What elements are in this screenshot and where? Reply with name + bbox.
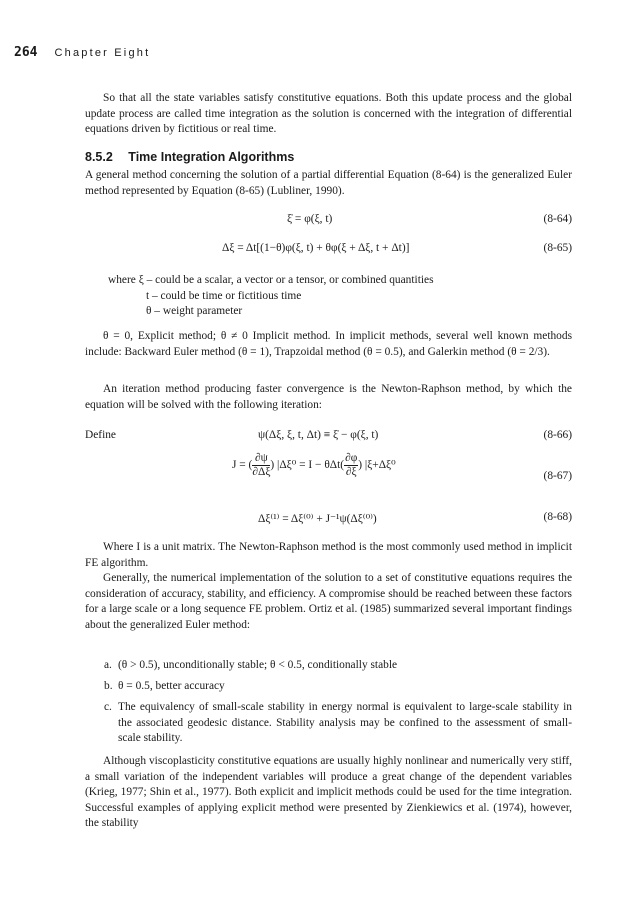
paragraph-final: Although viscoplasticity constitutive equations are usually highly nonlinear and numerically very stiff, a small variation of the independent variables will produce a great change of the dependent variables (Krieg, 1977; Shin et al., 1977). Both explicit and implicit methods could be used for the time integration. Successful examples of applying explicit method were presented by Zienkiewics et al. (1974), however, the stability — [85, 755, 572, 830]
paragraph-theta: θ = 0, Explicit method; θ ≠ 0 Implicit method. In implicit methods, several well known methods include: Backward Euler method (θ = 1), Trapzoidal method (θ = 0.5), and Galerkin method (θ = 2/3). — [85, 330, 572, 358]
list-text-b: θ = 0.5, better accuracy — [118, 680, 225, 692]
eq67-den1: ∂Δξ — [252, 466, 271, 478]
running-header — [14, 45, 150, 60]
where-line-3: θ – weight parameter — [146, 305, 243, 317]
equation-number-8-68: (8-68) — [543, 511, 572, 523]
equation-8-64: ξ̇ = φ(ξ, t) — [287, 213, 333, 225]
eq67-tail: ) |ξ+Δξ⁰ — [358, 459, 396, 472]
section-heading — [85, 150, 294, 164]
where-line-2: t – could be time or fictitious time — [146, 290, 302, 302]
eq67-mid: ) |Δξ⁰ = I − θΔt( — [270, 459, 345, 472]
eq67-lhs: J = ( — [232, 459, 253, 472]
equation-8-67 — [232, 452, 396, 479]
equation-number-8-67: (8-67) — [543, 470, 572, 482]
list-item-c — [104, 700, 572, 747]
equation-number-8-66: (8-66) — [543, 429, 572, 441]
chapter-title: Chapter Eight — [54, 47, 151, 59]
equation-8-66: ψ(Δξ, ξ, t, Δt) ≡ ξ̇ − φ(ξ, t) — [258, 429, 379, 441]
paragraph-generally: Generally, the numerical implementation of the solution to a set of constitutive equations requires the consideration of accuracy, stability, and efficiency. A compromise should be reached between these factors for a large scale or a long sequence FE problem. Ortiz et al. (1985) summarized several important findings about the generalized Euler method: — [85, 572, 572, 631]
where-desc-1: ξ – could be a scalar, a vector or a tensor, or combined quantities — [138, 274, 434, 286]
paragraph-where-I: Where I is a unit matrix. The Newton-Raphson method is the most commonly used method in implicit FE algorithm. — [85, 541, 572, 569]
equation-8-65: Δξ = Δt[(1−θ)φ(ξ, t) + θφ(ξ + Δξ, t + Δt)] — [222, 242, 410, 254]
equation-number-8-64: (8-64) — [543, 213, 572, 225]
paragraph-iteration: An iteration method producing faster convergence is the Newton-Raphson method, by which the equation will be solved with the following iteration: — [85, 383, 572, 411]
define-label: Define — [85, 429, 116, 441]
list-label-c: c. — [104, 701, 112, 713]
section-number: 8.5.2 — [85, 150, 113, 164]
eq67-den2: ∂ξ — [345, 466, 357, 478]
list-item-a — [104, 658, 572, 674]
eq67-fraction-2 — [344, 452, 358, 479]
list-label-b: b. — [104, 680, 113, 692]
list-label-a: a. — [104, 659, 112, 671]
eq67-num2: ∂φ — [345, 452, 358, 464]
section-title: Time Integration Algorithms — [128, 150, 295, 164]
where-line-1-row — [108, 274, 434, 286]
list-item-b — [104, 679, 572, 695]
page-number: 264 — [14, 45, 38, 60]
list-text-c: The equivalency of small-scale stability in energy normal is equivalent to large-scale stability in the associated geodesic distance. Stability analysis may be confined to the assessment of small-scale stability. — [118, 701, 572, 745]
equation-8-68: Δξ⁽¹⁾ = Δξ⁽⁰⁾ + J⁻¹ψ(Δξ⁽⁰⁾) — [258, 513, 377, 525]
eq67-num1: ∂ψ — [252, 452, 270, 466]
equation-number-8-65: (8-65) — [543, 242, 572, 254]
paragraph-intro: So that all the state variables satisfy constitutive equations. Both this update process and the global update process are called time integration as the solution is concerned with the integration of differential equations driven by fictitious or real time. — [85, 92, 572, 136]
list-text-a: (θ > 0.5), unconditionally stable; θ < 0.5, conditionally stable — [118, 659, 398, 671]
where-lead: where — [108, 274, 136, 286]
eq67-fraction-1 — [252, 452, 270, 479]
paragraph-general: A general method concerning the solution of a partial differential Equation (8-64) is the generalized Euler method represented by Equation (8-65) (Lubliner, 1990). — [85, 169, 572, 197]
